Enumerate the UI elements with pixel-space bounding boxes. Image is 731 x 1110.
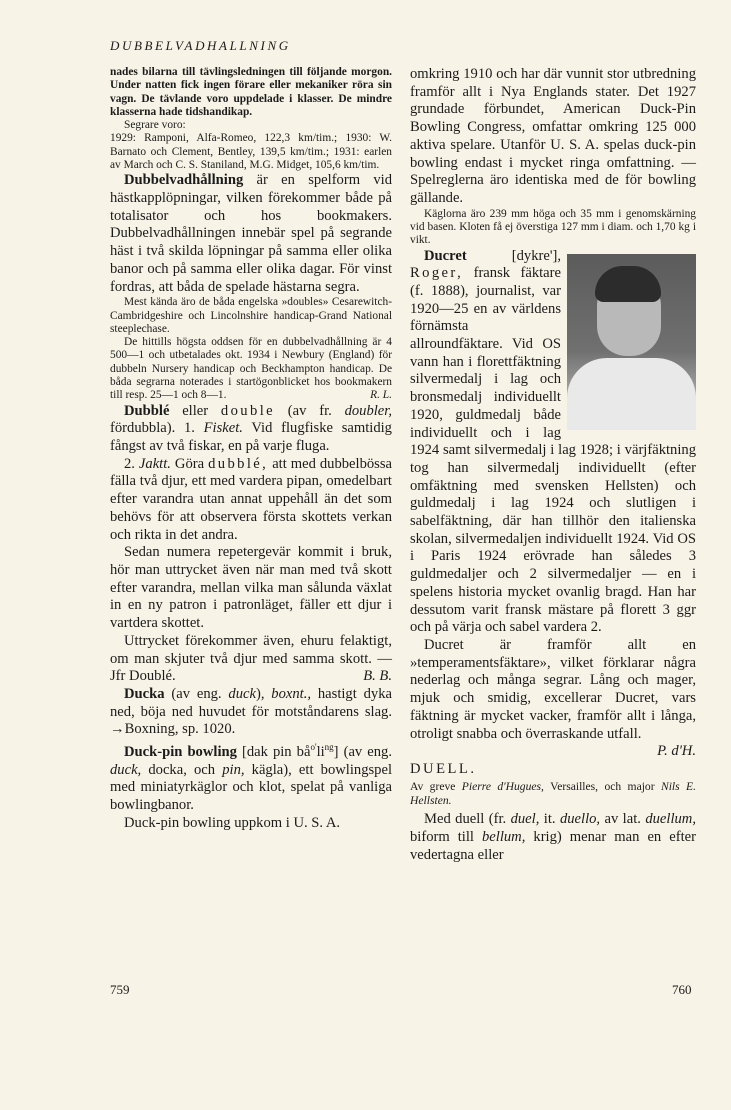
entry-term: Dubbelvadhållning <box>124 172 244 189</box>
text: fördubbla). 1. <box>110 420 204 437</box>
text: ] (av eng. <box>333 743 392 760</box>
text: krig) menar man en efter vedertagna eller <box>410 828 696 863</box>
italic-word: duck <box>228 685 256 702</box>
small-note: Mest kända äro de båda engelska »doubles» Cesarewitch-Cambridgeshire och Lincolnshire handicap-Grand National steeplechase. <box>110 296 392 335</box>
text: (av eng. <box>164 685 229 702</box>
italic-word: duel, <box>510 811 540 828</box>
text: Uttrycket förekommer även, ehuru felaktigt, om man skjuter två djur med samma skott. — Jfr Doublé. <box>110 632 392 685</box>
italic-word: boxnt., <box>271 685 312 702</box>
text: docka, och <box>141 761 223 778</box>
text: 2. <box>124 455 139 472</box>
spaced-word: double <box>220 402 276 419</box>
running-header: DUBBELVADHALLNING <box>110 38 291 53</box>
italic-word: doubler, <box>344 402 392 419</box>
italic-word: Fisket. <box>203 420 243 437</box>
entry-dubble <box>110 403 392 456</box>
cross-reference: →Boxning, sp. 1020. <box>110 721 236 738</box>
text: (av fr. <box>275 402 345 419</box>
italic-word: pin, <box>222 761 245 778</box>
small-note <box>110 336 392 402</box>
italic-word: duello, <box>559 811 601 828</box>
text: fransk fäktare (f. 1888), journalist, var 1920—25 en av världens förnämsta allroundfäktare. Vid OS vann han i florettfäktning silvermedalj i lag och bronsmedalj individuellt 1920, guldmedalj både individuellt och i lag 1924 samt silvermedalj i lag 1928; i värjfäktning tog han silvermedalj individuellt (efter omfäktning med svensken Hellsten) och guldmedalj i lag 1924 och slutligen i sabelfäktning, där han tillhör den italienska skolan, silvermedaljen individuellt 1924. Vid OS i Paris 1924 erövrade han således 3 guldmedaljer och 2 silvermedaljer — en i spelens historia mycket ovanlig bragd. Han har dessutom varit fransk mästare på florett 3 ggr och på värja och sabel vardera 2. <box>410 265 696 636</box>
text: Vid flugfiske samtidig fångst av två fiskar, en på varje fluga. <box>110 420 392 455</box>
small-note-text: De hittills högsta oddsen för en dubbelvadhållning är 4 500—1 och utbetalades okt. 1934 i Newbury (England) för dubbeln Nursery handicap och Beckhampton handicap. De båda segrarna noterades i startögonblicket hos bookmakern till resp. 25—1 och 8—1. <box>110 336 392 402</box>
entry-term: Dubblé <box>124 402 170 419</box>
text: Med duell (fr. <box>424 811 511 828</box>
paragraph: Segrare voro: <box>124 119 186 132</box>
superscript: o' <box>310 742 317 753</box>
italic-word: duck, <box>110 761 142 778</box>
text: att med dubbelbössa fälla två djur, ett med vardera pipan, omedelbart efter varandra utan annat uppehåll än det som behövs för att observera första skottets verkan och rikta in det andra. <box>110 455 393 543</box>
text: biform till <box>410 828 482 845</box>
spaced-word: Roger, <box>410 265 464 282</box>
byline <box>410 780 696 808</box>
text: it. <box>539 811 560 828</box>
paragraph: Sedan numera repetergevär kommit i bruk, hör man uttrycket även när man med två skott efter varandra, mellan vilka man sålunda växlat in en ny patron i patronläget, fäller ett djur i vartdera skottet. <box>110 544 392 632</box>
text: eller <box>169 402 221 419</box>
entry-term: Duck-pin bowling <box>124 743 237 760</box>
left-column <box>110 66 392 832</box>
paragraph: Duck-pin bowling uppkom i U. S. A. <box>124 814 341 831</box>
italic-name: Nils E. Hellsten. <box>410 780 697 808</box>
paragraph: nades bilarna till tävlingsledningen till följande morgon. Under natten fick ingen förare eller mekaniker röra sin vagn. De tävlande voro uppdelade i klasser. De mindre klasserna hade tidshandikap. <box>110 66 392 118</box>
paragraph <box>410 636 696 760</box>
entry-ducret <box>410 248 696 637</box>
text: li <box>316 743 325 760</box>
text: [dykre'], <box>466 247 561 264</box>
text: av lat. <box>600 811 646 828</box>
entry-term: Ducka <box>124 685 165 702</box>
paragraph <box>410 811 696 864</box>
text: ), <box>255 685 272 702</box>
superscript: ng <box>324 742 334 753</box>
text: [dak pin bå <box>236 743 311 760</box>
entry-dubbelvadhallning <box>110 172 392 296</box>
paragraph <box>110 456 392 545</box>
signature: B. B. <box>363 668 392 685</box>
entry-term: Ducret <box>424 247 467 264</box>
spaced-word: dubblé, <box>208 455 269 472</box>
text: Versailles, och major <box>543 780 661 794</box>
page-number-left: 759 <box>110 982 130 997</box>
paragraph: omkring 1910 och har där vunnit stor utbredning framför allt i Nya Englands stater. Det 1927 grundade förbundet, American Duck-Pin Bowling Congress, omfattar omkring 125 000 aktiva spelare. Utanför U. S. A. spelas duck-pin bowling endast i mycket ringa omfattning. — Spelreglerna äro identiska med de för bowling gällande. <box>410 66 696 206</box>
signature: P. d'H. <box>657 743 696 760</box>
paragraph: 1929: Ramponi, Alfa-Romeo, 122,3 km/tim.; 1930: W. Barnato och Clement, Bentley, 139,5 km/tim.; 1931: earlen av March och C. S. Staniland, M.G. Midget, 105,6 km/tim. <box>110 132 392 172</box>
section-title: DUELL. <box>410 761 477 778</box>
entry-ducka <box>110 686 392 739</box>
small-note: Käglorna äro 239 mm höga och 35 mm i genomskärning vid basen. Kloten få ej överstiga 127 mm i diam. och 1,70 kg i vikt. <box>410 207 696 247</box>
text: kägla), ett bowlingspel med miniatyrkäglor och klot, spelat på vanliga bowlingbanor. <box>110 761 392 813</box>
entry-duck-pin-bowling <box>110 739 392 815</box>
paragraph <box>110 633 392 686</box>
italic-word: bellum, <box>482 828 526 845</box>
page-number-right: 760 <box>672 982 692 997</box>
right-column <box>410 66 696 864</box>
text: Ducret är framför allt en »temperamentsfäktare», vilket förklarar några nederlag och många segrar. Lång och mager, mjuk och smidig, excellerar Ducret, vars fäktning är mycket vacker, framför allt i långa, otroligt snabba och överraskande utfall. <box>410 636 696 742</box>
italic-name: Pierre d'Hugues, <box>461 780 544 794</box>
photo-jacket <box>567 358 696 430</box>
entry-text: är en spelform vid hästkapplöpningar, vilken förekommer både på totalisator och hos bookmakers. Dubbelvadhållningen innebär spel på segrande häst i två skilda löpningar på samma eller olika banor och på samma eller olika dagar. För vinst fordras, att båda de spelade hästarna segra. <box>110 172 392 295</box>
text: Göra <box>170 455 209 472</box>
portrait-photo <box>567 254 696 430</box>
text: Av greve <box>410 780 462 794</box>
text: hastigt dyka ned, böja ned huvudet för motståndarens slag. <box>110 685 392 720</box>
italic-word: Jaktt. <box>138 455 171 472</box>
italic-word: duellum, <box>645 811 696 828</box>
signature: R. L. <box>370 389 392 402</box>
